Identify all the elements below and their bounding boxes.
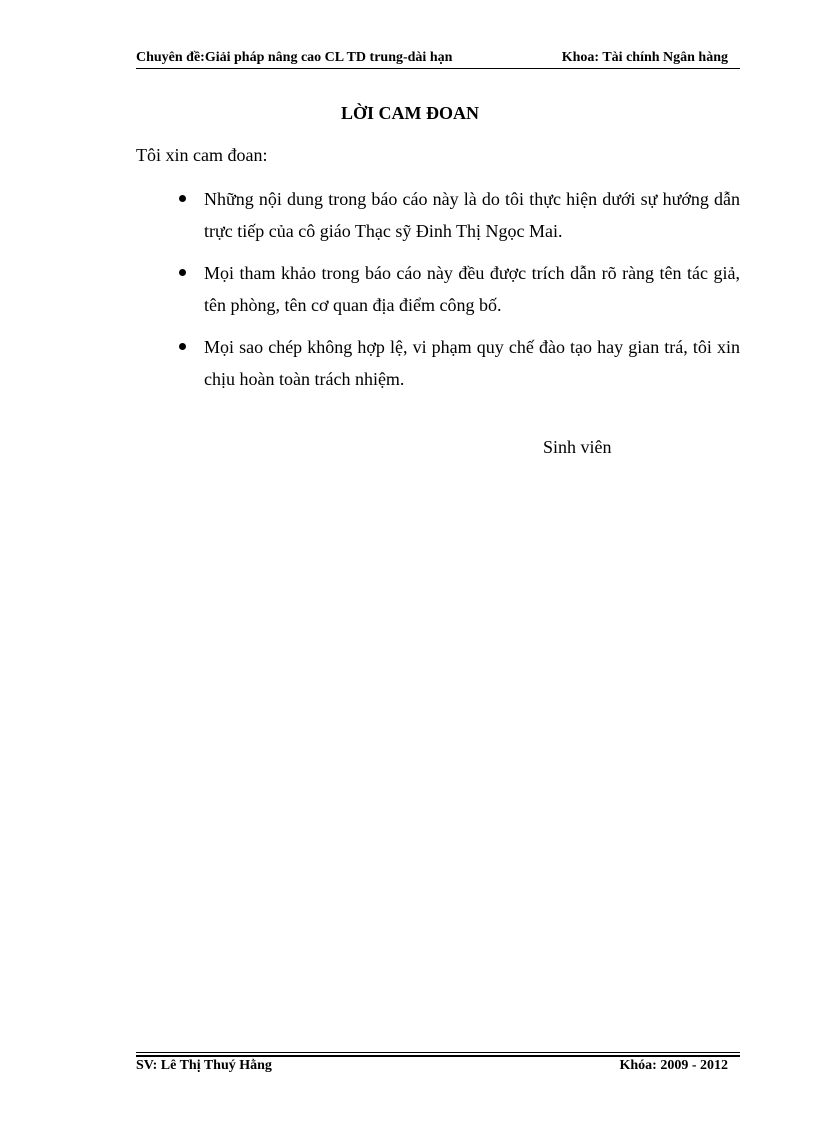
footer-course: Khóa: 2009 - 2012 [619,1058,728,1073]
list-item-text: Mọi sao chép không hợp lệ, vi phạm quy chế đào tạo hay gian trá, tôi xin chịu hoàn toàn trách nhiệm. [204,337,740,389]
bullet-icon [179,343,186,350]
commitment-list [176,183,740,405]
intro-text: Tôi xin cam đoan: [136,145,268,165]
list-item [176,331,740,395]
bullet-icon [179,269,186,276]
list-item [176,257,740,321]
page-header [136,50,740,69]
list-item-text: Mọi tham khảo trong báo cáo này đều được trích dẫn rõ ràng tên tác giả, tên phòng, tên cơ quan địa điểm công bố. [204,263,740,315]
bullet-icon [179,195,186,202]
list-item [176,183,740,247]
header-divider [136,68,740,69]
header-faculty: Khoa: Tài chính Ngân hàng [561,50,728,65]
footer-divider [136,1052,740,1053]
list-item-text: Những nội dung trong báo cáo này là do tôi thực hiện dưới sự hướng dẫn trực tiếp của cô giáo Thạc sỹ Đinh Thị Ngọc Mai. [204,189,740,241]
page-footer [136,1058,740,1078]
signature-label: Sinh viên [543,437,612,457]
header-topic: Chuyên đề:Giải pháp nâng cao CL TD trung-dài hạn [136,50,453,65]
footer-divider-thick [136,1055,740,1057]
page-title: LỜI CAM ĐOAN [341,103,479,123]
footer-student: SV: Lê Thị Thuý Hằng [136,1058,272,1073]
